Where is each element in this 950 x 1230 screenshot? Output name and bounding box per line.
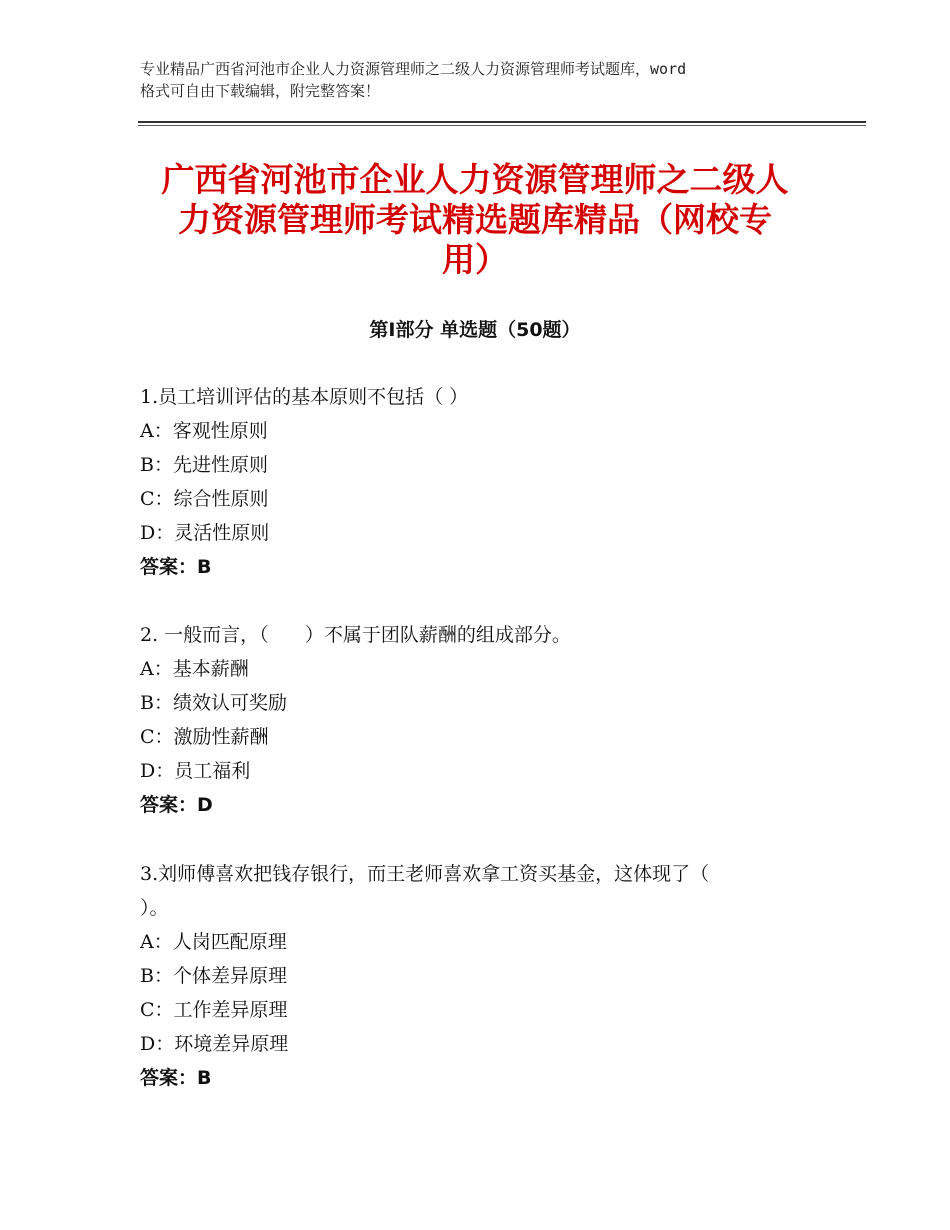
option-c: C：工作差异原理 <box>140 999 288 1021</box>
option-d: D：员工福利 <box>140 760 251 782</box>
title-line: 用） <box>442 240 508 279</box>
header-divider-thick <box>138 121 866 123</box>
option-a: A：客观性原则 <box>140 420 268 442</box>
answer: 答案：B <box>140 1067 212 1089</box>
answer: 答案：D <box>140 794 213 816</box>
header-divider-thin <box>138 125 866 126</box>
question-1 <box>140 380 820 584</box>
header-note <box>140 58 830 102</box>
question-stem-continued: ）。 <box>140 897 169 919</box>
option-a: A：人岗匹配原理 <box>140 931 287 953</box>
option-b: B：绩效认可奖励 <box>140 692 287 714</box>
option-d: D：环境差异原理 <box>140 1033 289 1055</box>
option-c: C：综合性原则 <box>140 488 269 510</box>
option-a: A：基本薪酬 <box>140 658 249 680</box>
option-c: C：激励性薪酬 <box>140 726 269 748</box>
question-3 <box>140 857 820 1095</box>
header-note-line: 专业精品广西省河池市企业人力资源管理师之二级人力资源管理师考试题库，word <box>140 60 687 78</box>
question-stem: 2. 一般而言，（ ）不属于团队薪酬的组成部分。 <box>140 624 571 646</box>
section-heading: 第Ⅰ部分 单选题（50题） <box>369 319 581 341</box>
title-line: 力资源管理师考试精选题库精品（网校专 <box>178 200 772 239</box>
option-b: B：个体差异原理 <box>140 965 287 987</box>
question-stem: 1.员工培训评估的基本原则不包括（ ） <box>140 386 469 408</box>
title-line: 广西省河池市企业人力资源管理师之二级人 <box>161 160 789 199</box>
option-b: B：先进性原则 <box>140 454 268 476</box>
question-2 <box>140 618 820 822</box>
question-stem: 3.刘师傅喜欢把钱存银行，而王老师喜欢拿工资买基金，这体现了（ <box>140 863 710 885</box>
document-title <box>120 160 830 280</box>
answer: 答案：B <box>140 556 212 578</box>
option-d: D：灵活性原则 <box>140 522 270 544</box>
header-note-line: 格式可自由下载编辑，附完整答案！ <box>140 82 381 100</box>
